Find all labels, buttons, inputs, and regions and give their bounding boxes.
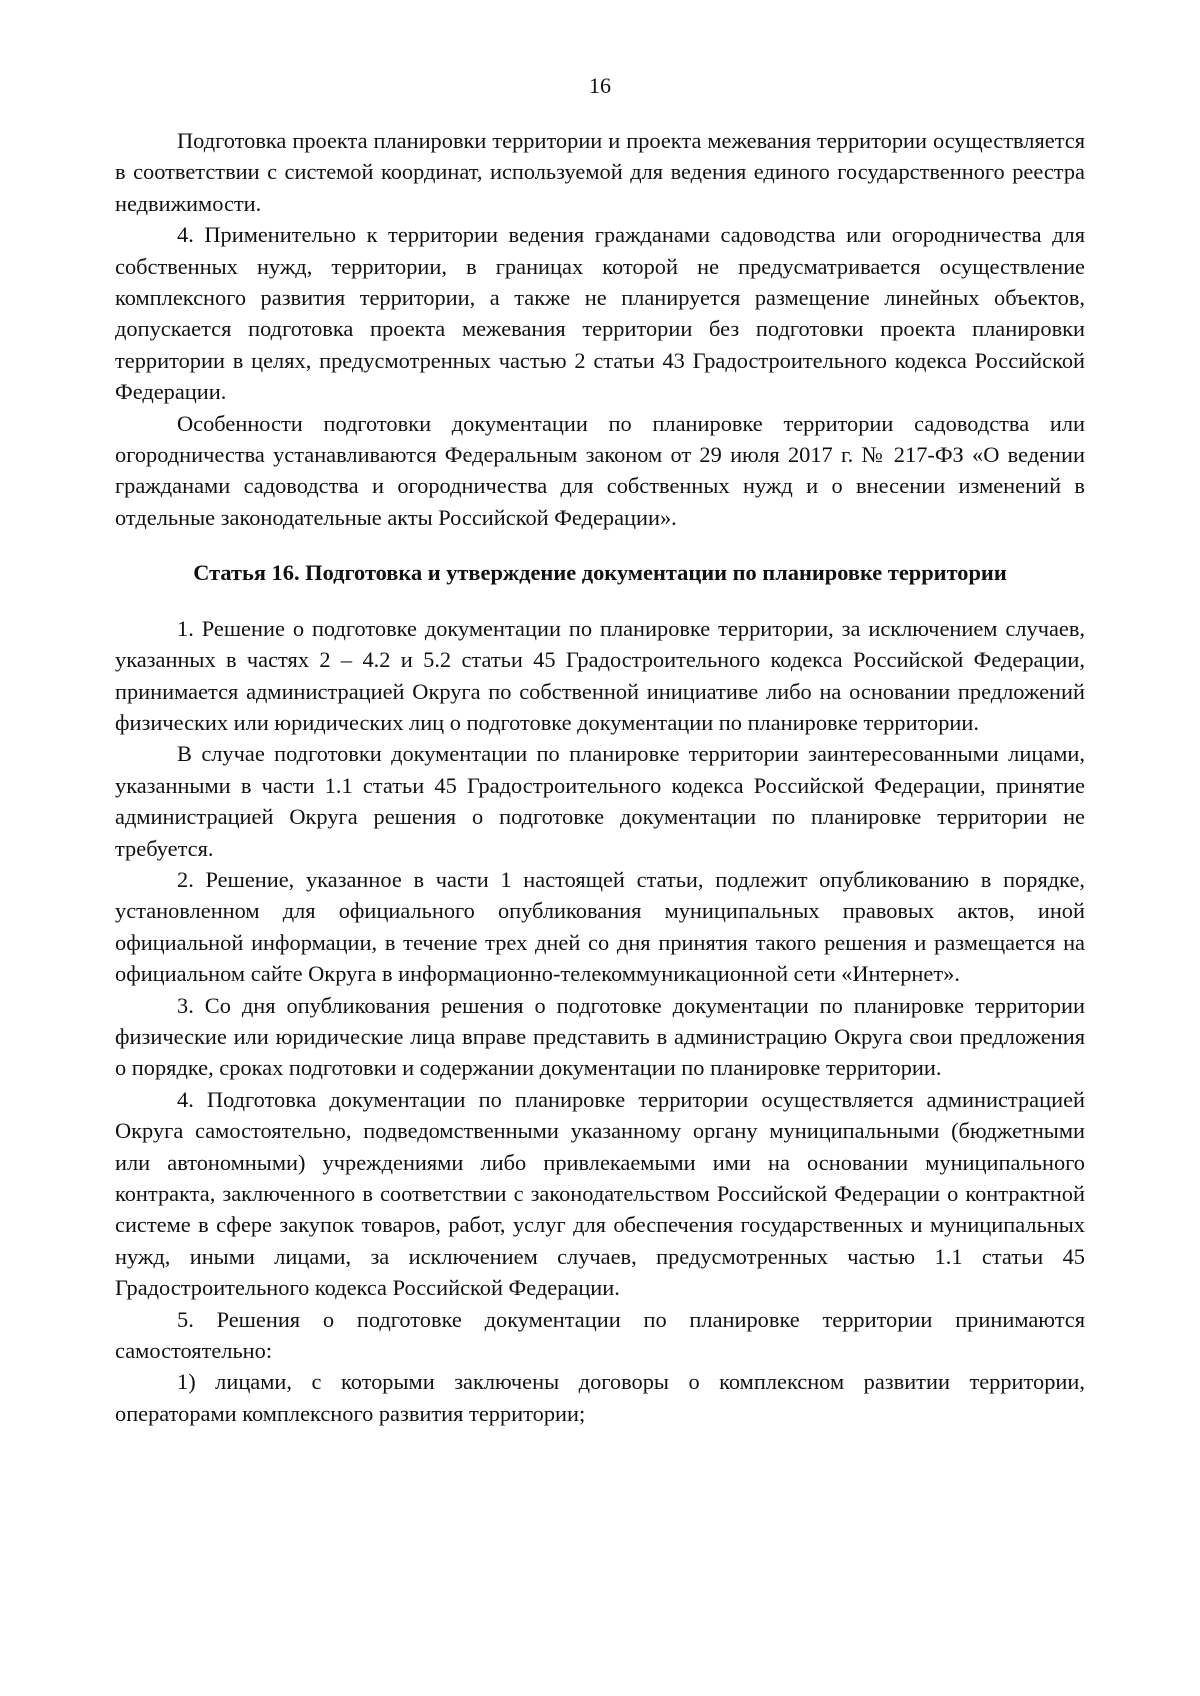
paragraph: 1. Решение о подготовке документации по планировке территории, за исключением случаев, указанных в частях 2 – 4.2 и 5.2 статьи 45 Градостроительного кодекса Российской Федерации, принимается администрацией Округа по собственной инициативе либо на основании предложений физических или юридических лиц о подготовке документации по планировке территории. <box>115 615 1085 735</box>
paragraph: 4. Подготовка документации по планировке территории осуществляется администрацией Округа самостоятельно, подведомственными указанному органу муниципальными (бюджетными или автономными) учреждениями либо привлекаемыми ими на основании муниципального контракта, заключенного в соответствии с законодательством Российской Федерации о контрактной системе в сфере закупок товаров, работ, услуг для обеспечения государственных и муниципальных нужд, иными лицами, за исключением случаев, предусмотренных частью 1.1 статьи 45 Градостроительного кодекса Российской Федерации. <box>115 1086 1085 1301</box>
article-heading: Статья 16. Подготовка и утверждение документации по планировке территории <box>193 560 1007 586</box>
page-number: 16 <box>589 73 611 98</box>
paragraph: 1) лицами, с которыми заключены договоры о комплексном развитии территории, операторами комплексного развития территории; <box>115 1369 1085 1426</box>
document-body <box>115 125 1085 1429</box>
paragraph: В случае подготовки документации по планировке территории заинтересованными лицами, указанными в части 1.1 статьи 45 Градостроительного кодекса Российской Федерации, принятие администрацией Округа решения о подготовке документации по планировке территории не требуется. <box>115 741 1085 861</box>
paragraph: 5. Решения о подготовке документации по планировке территории принимаются самостоятельно: <box>115 1306 1085 1364</box>
paragraph: 2. Решение, указанное в части 1 настоящей статьи, подлежит опубликованию в порядке, установленном для официального опубликования муниципальных правовых актов, иной официальной информации, в течение трех дней со дня принятия такого решения и размещается на официальном сайте Округа в информационно-телекоммуникационной сети «Интернет». <box>115 866 1085 987</box>
paragraph: Особенности подготовки документации по планировке территории садоводства или огородничества устанавливаются Федеральным законом от 29 июля 2017 г. № 217-ФЗ «О ведении гражданами садоводства и огородничества для собственных нужд и о внесении изменений в отдельные законодательные акты Российской Федерации». <box>115 410 1085 530</box>
paragraph: Подготовка проекта планировки территории и проекта межевания территории осуществляется в соответствии с системой координат, используемой для ведения единого государственного реестра недвижимости. <box>115 128 1085 216</box>
paragraph: 4. Применительно к территории ведения гражданами садоводства или огородничества для собственных нужд, территории, в границах которой не предусматривается осуществление комплексного развития территории, а также не планируется размещение линейных объектов, допускается подготовка проекта межевания территории без подготовки проекта планировки территории в целях, предусмотренных частью 2 статьи 43 Градостроительного кодекса Российской Федерации. <box>115 222 1085 405</box>
paragraph: 3. Со дня опубликования решения о подготовке документации по планировке территории физические или юридические лица вправе представить в администрацию Округа свои предложения о порядке, сроках подготовки и содержании документации по планировке территории. <box>115 992 1085 1081</box>
